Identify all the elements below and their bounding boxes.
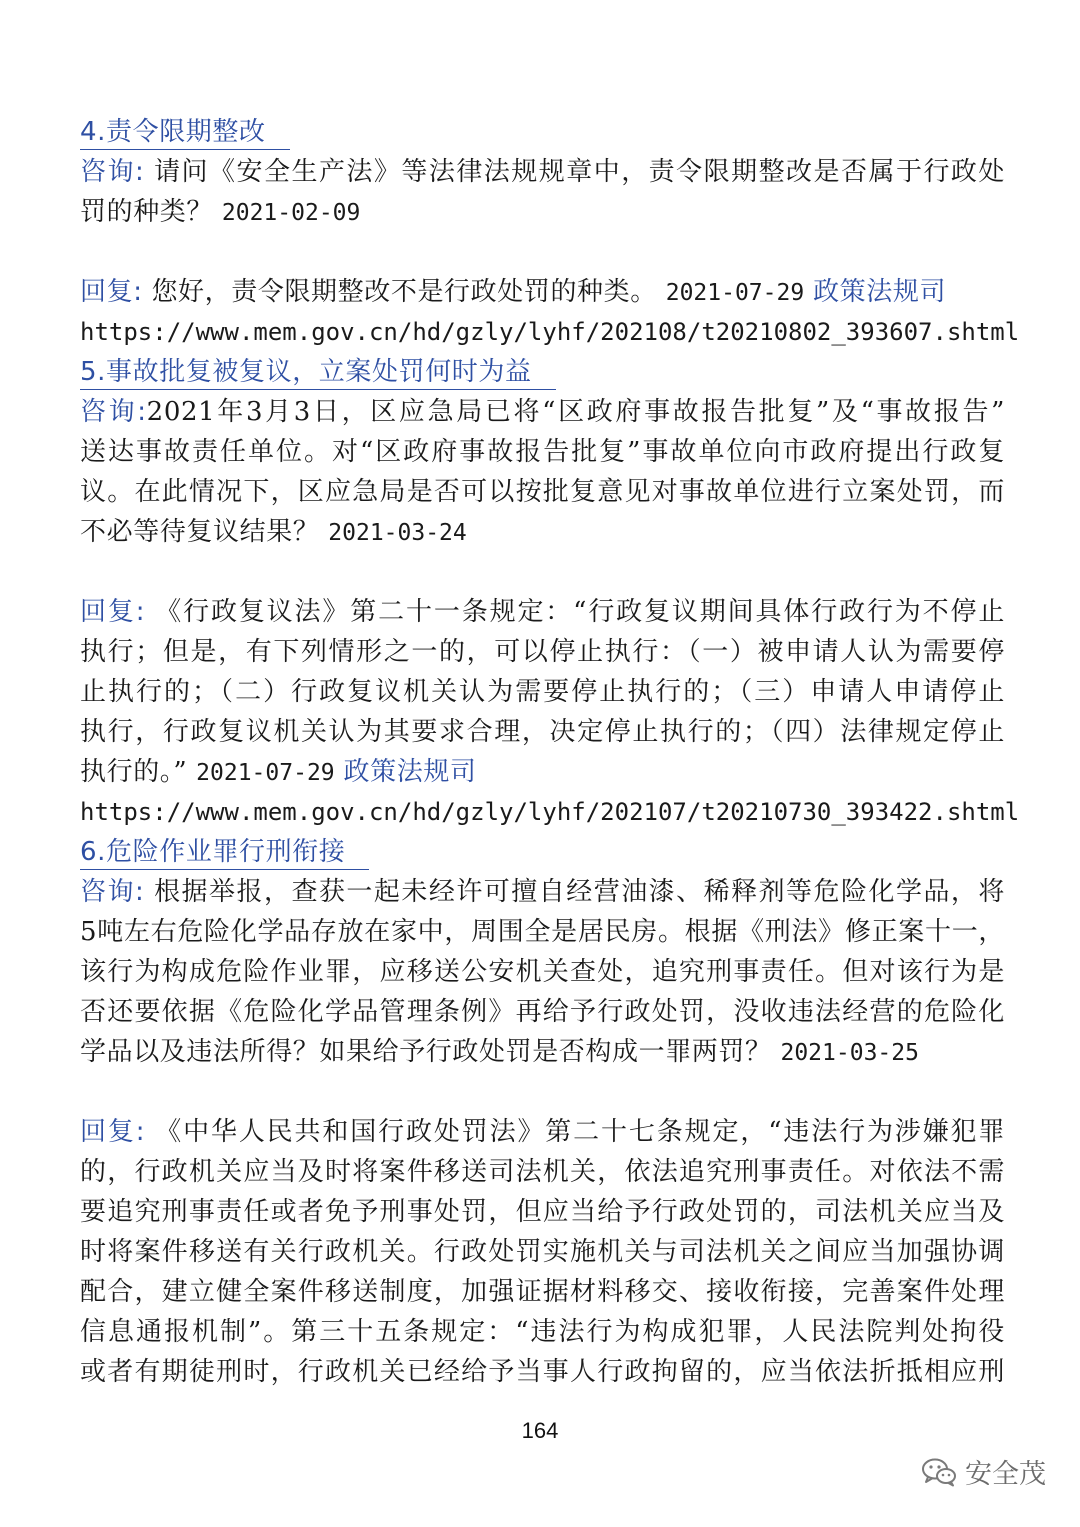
consult-line: 学品以及违法所得？如果给予行政处罚是否构成一罪两罚？ 2021-03-25: [80, 1037, 919, 1067]
consult-label: 咨询:: [80, 397, 147, 427]
account-watermark: [921, 1452, 1046, 1491]
reply-line: 执行的。” 2021-07-29 政策法规司: [80, 757, 477, 787]
consult-line: 该行为构成危险作业罪，应移送公安机关查处，追究刑事责任。但对该行为是: [80, 957, 1005, 987]
reply-line: 信息通报机制”。第三十五条规定：“违法行为构成犯罪，人民法院判处拘役: [80, 1317, 1005, 1347]
reply-line: 回复: 您好，责令限期整改不是行政处罚的种类。 2021-07-29 政策法规司: [80, 277, 947, 307]
reply-line: 时将案件移送有关行政机关。行政处罚实施机关与司法机关之间应当加强协调: [80, 1237, 1005, 1267]
consult-line: 咨询:2021年3月3日，区应急局已将“区政府事故报告批复”及“事故报告”: [80, 397, 1006, 427]
page-number: 164: [521, 1418, 559, 1443]
source-url[interactable]: https://www.mem.gov.cn/hd/gzly/lyhf/202107/t20210730_393422.shtml: [80, 798, 1020, 826]
consult-line: 议。在此情况下，区应急局是否可以按批复意见对事故单位进行立案处罚，而: [80, 477, 1005, 507]
document-page: [80, 112, 1020, 1392]
watermark-text: 安全茂: [965, 1459, 1046, 1490]
section-heading: 5.事故批复被复议，立案处罚何时为益: [80, 355, 556, 390]
reply-line: 执行，行政复议机关认为其要求合理，决定停止执行的；（四）法律规定停止: [80, 717, 1005, 747]
reply-line: 止执行的；（二）行政复议机关认为需要停止执行的；（三）申请人申请停止: [80, 677, 1005, 707]
consult-line: 送达事故责任单位。对“区政府事故报告批复”事故单位向市政府提出行政复: [80, 437, 1005, 467]
reply-line: 回复: 《中华人民共和国行政处罚法》第二十七条规定，“违法行为涉嫌犯罪: [80, 1117, 1005, 1147]
source-department: 政策法规司: [343, 757, 477, 787]
consult-line: 咨询: 请问《安全生产法》等法律法规规章中，责令限期整改是否属于行政处: [80, 157, 1005, 187]
reply-line: 配合，建立健全案件移送制度，加强证据材料移交、接收衔接，完善案件处理: [80, 1277, 1005, 1307]
reply-line: 或者有期徒刑时，行政机关已经给予当事人行政拘留的，应当依法折抵相应刑: [80, 1357, 1005, 1387]
section-heading: 6.危险作业罪行刑衔接: [80, 835, 369, 870]
reply-line: 执行；但是，有下列情形之一的，可以停止执行：（一）被申请人认为需要停: [80, 637, 1005, 667]
consult-date: 2021-02-09: [221, 200, 361, 226]
reply-line: 要追究刑事责任或者免予刑事处罚，但应当给予行政处罚的，司法机关应当及: [80, 1197, 1005, 1227]
consult-line: 5吨左右危险化学品存放在家中，周围全是居民房。根据《刑法》修正案十一，: [80, 917, 1005, 947]
consult-label: 咨询:: [80, 157, 145, 187]
reply-date: 2021-07-29: [196, 760, 335, 786]
reply-label: 回复:: [80, 597, 146, 627]
consult-date: 2021-03-25: [780, 1040, 919, 1066]
reply-label: 回复:: [80, 1117, 146, 1147]
consult-line: 罚的种类？ 2021-02-09: [80, 197, 361, 227]
consult-date: 2021-03-24: [328, 520, 467, 546]
consult-label: 咨询:: [80, 877, 145, 907]
source-department: 政策法规司: [813, 277, 947, 307]
consult-line: 咨询: 根据举报，查获一起未经许可擅自经营油漆、稀释剂等危险化学品，将: [80, 877, 1005, 907]
reply-line: 回复: 《行政复议法》第二十一条规定：“行政复议期间具体行政行为不停止: [80, 597, 1005, 627]
consult-line: 否还要依据《危险化学品管理条例》再给予行政处罚，没收违法经营的危险化: [80, 997, 1005, 1027]
source-url[interactable]: https://www.mem.gov.cn/hd/gzly/lyhf/202108/t20210802_393607.shtml: [80, 318, 1020, 346]
reply-label: 回复:: [80, 277, 143, 307]
consult-line: 不必等待复议结果？ 2021-03-24: [80, 517, 467, 547]
section-heading: 4.责令限期整改: [80, 115, 290, 150]
reply-date: 2021-07-29: [665, 280, 805, 306]
wechat-icon: [921, 1457, 957, 1487]
reply-line: 的，行政机关应当及时将案件移送司法机关，依法追究刑事责任。对依法不需: [80, 1157, 1005, 1187]
